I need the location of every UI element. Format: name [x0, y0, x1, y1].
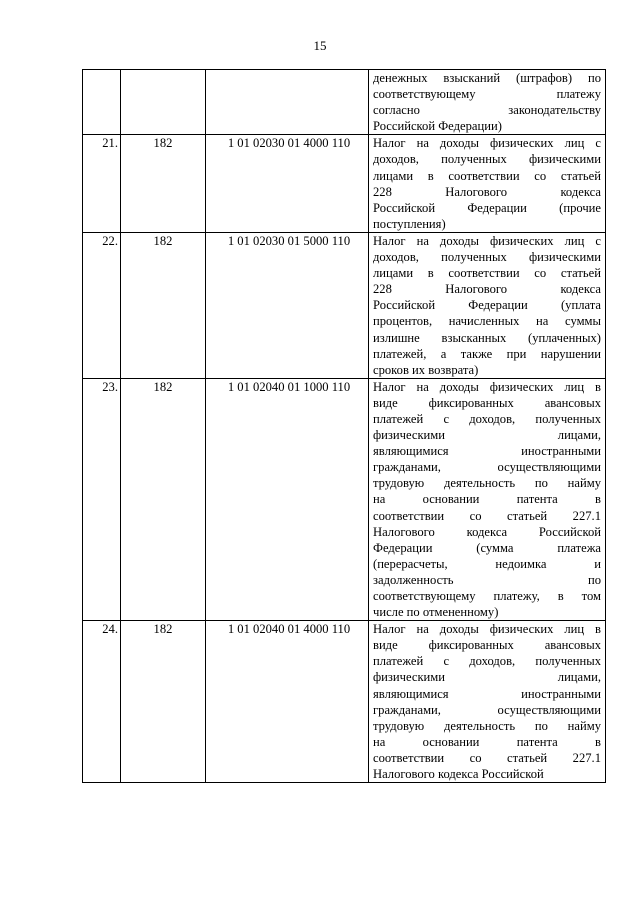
income-name-line: Российской Федерации (прочие [373, 200, 601, 215]
admin-code-cell: 182 [121, 232, 206, 378]
income-name-line: Налог на доходы физических лиц с [373, 136, 601, 151]
income-name-line: поступления) [373, 216, 446, 231]
income-name-line: платежей, а также при нарушении [373, 346, 601, 361]
income-name-line: доходов, полученных физическими [373, 152, 601, 167]
income-name-line: денежных взысканий (штрафов) по [373, 71, 601, 85]
table-row [83, 70, 606, 135]
income-name-line: виде фиксированных авансовых [373, 638, 601, 653]
income-name-line: гражданами, осуществляющими [373, 702, 601, 717]
income-name-cell [369, 232, 606, 378]
row-number-cell [83, 70, 121, 135]
income-name-line: сроков их возврата) [373, 362, 479, 377]
admin-code-cell: 182 [121, 621, 206, 783]
table-row [83, 135, 606, 233]
income-name-line: трудовую деятельность по найму [373, 718, 601, 733]
income-name-line: на основании патента в [373, 492, 601, 507]
income-name-line: Федерации (сумма платежа [373, 540, 601, 555]
income-name-line: виде фиксированных авансовых [373, 395, 601, 410]
admin-code-cell [121, 70, 206, 135]
income-name-line: Налогового кодекса Российской [373, 524, 601, 539]
row-number-cell: 22. [83, 232, 121, 378]
income-name-line: соответствующему платежу, в том [373, 589, 601, 603]
income-name-line: процентов, начисленных на суммы [373, 314, 601, 329]
income-name-line: Российской Федерации) [373, 119, 502, 134]
table-row [83, 621, 606, 783]
admin-code-cell: 182 [121, 378, 206, 620]
income-name-line: платежей с доходов, полученных [373, 411, 601, 426]
income-name-line: Налог на доходы физических лиц в [373, 379, 601, 394]
income-name-line: соответствии со статьей 227.1 [373, 508, 601, 523]
income-name-line: Налогового кодекса Российской [373, 767, 544, 782]
income-name-cell [369, 70, 606, 135]
admin-code-cell: 182 [121, 135, 206, 233]
income-name-line: трудовую деятельность по найму [373, 476, 601, 491]
income-name-line: соответствии со статьей 227.1 [373, 750, 601, 765]
income-name-cell [369, 135, 606, 233]
income-code-cell: 1 01 02030 01 4000 110 [206, 135, 369, 233]
income-name-line: числе по отмененному) [373, 605, 499, 620]
income-code-cell: 1 01 02030 01 5000 110 [206, 232, 369, 378]
income-name-line: Российской Федерации (уплата [373, 298, 601, 313]
income-name-line: 228 Налогового кодекса [373, 282, 601, 297]
income-name-line: Налог на доходы физических лиц с [373, 233, 601, 248]
income-name-line: соответствующему платежу [373, 87, 601, 102]
income-name-line: физическими лицами, [373, 670, 601, 685]
page-number: 15 [313, 38, 327, 53]
income-name-line: излишне взысканных (уплаченных) [373, 330, 601, 345]
income-name-line: согласно законодательству [373, 103, 601, 118]
budget-codes-table [82, 69, 606, 783]
income-name-line: платежей с доходов, полученных [373, 654, 601, 669]
table-row [83, 378, 606, 620]
income-name-cell [369, 378, 606, 620]
row-number-cell: 23. [83, 378, 121, 620]
income-name-line: лицами в соответствии со статьей [373, 266, 601, 281]
income-name-line: гражданами, осуществляющими [373, 460, 601, 475]
row-number-cell: 21. [83, 135, 121, 233]
income-name-line: 228 Налогового кодекса [373, 184, 601, 199]
income-name-line: Налог на доходы физических лиц в [373, 622, 601, 637]
income-name-line: лицами в соответствии со статьей [373, 168, 601, 183]
income-name-line: являющимися иностранными [373, 686, 601, 701]
income-name-line: физическими лицами, [373, 428, 601, 443]
income-name-line: на основании патента в [373, 734, 601, 749]
table-body [83, 70, 606, 783]
income-code-cell [206, 70, 369, 135]
income-name-line: (перерасчеты, недоимка и [373, 556, 601, 571]
income-name-line: являющимися иностранными [373, 444, 601, 459]
income-name-line: задолженность по [373, 572, 601, 587]
income-name-line: доходов, полученных физическими [373, 250, 601, 265]
income-code-cell: 1 01 02040 01 1000 110 [206, 378, 369, 620]
table-row [83, 232, 606, 378]
income-code-cell: 1 01 02040 01 4000 110 [206, 621, 369, 783]
income-name-cell [369, 621, 606, 783]
row-number-cell: 24. [83, 621, 121, 783]
